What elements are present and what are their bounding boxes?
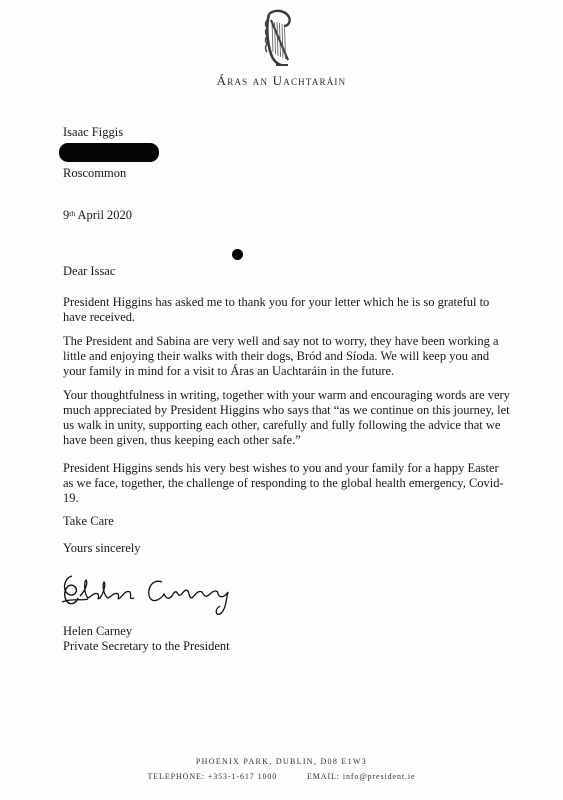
letter-paragraph: Your thoughtfulness in writing, together with your warm and encouraging words are very much appreciated by President Higgins who says that “as we continue on this journey, let us walk in unity, supporting each other, carefully and fully following the advice that we have been given, thus keeping each other safe.”: [63, 388, 510, 447]
harp-crest-icon: [259, 8, 297, 68]
date-day: 9: [63, 208, 70, 222]
footer-address: PHOENIX PARK, DUBLIN, D08 E1W3: [195, 757, 368, 766]
footer-email-label: EMAIL:: [306, 772, 340, 781]
letter-paragraph: President Higgins has asked me to thank you for your letter which he is so grateful to have received.: [63, 295, 490, 324]
punch-hole-mark: [232, 249, 243, 260]
letter-greeting: Dear Issac: [63, 264, 116, 278]
date-suffix: th: [69, 209, 76, 218]
signer-title: Private Secretary to the President: [63, 639, 230, 653]
recipient-name: Isaac Figgis: [63, 125, 124, 139]
letter-date: [63, 208, 132, 223]
footer-contact: [0, 772, 563, 781]
letterhead-org-name: Áras an Uachtaráin: [216, 73, 347, 88]
letter-closing-sincerely: Yours sincerely: [63, 541, 141, 555]
handwritten-signature: [58, 568, 248, 618]
recipient-town: Roscommon: [63, 166, 127, 180]
footer-telephone: +353-1-617 1000: [207, 772, 278, 781]
footer-telephone-label: TELEPHONE:: [147, 772, 205, 781]
date-month-year: April 2020: [75, 208, 133, 222]
signer-name: Helen Carney: [63, 624, 133, 638]
letter-paragraph: The President and Sabina are very well and say not to worry, they have been working a little and enjoying their walks with their dogs, Bród and Síoda. We will keep you and your family in mind for a visit to Áras an Uachtaráin in the future.: [63, 334, 499, 378]
redacted-address-line: [59, 143, 159, 162]
letter-paragraph: President Higgins sends his very best wishes to you and your family for a happy Easter as we face, together, the challenge of responding to the global health emergency, Covid-19.: [63, 461, 504, 505]
letter-closing-take-care: Take Care: [63, 514, 114, 528]
footer-email: info@president.ie: [342, 772, 416, 781]
